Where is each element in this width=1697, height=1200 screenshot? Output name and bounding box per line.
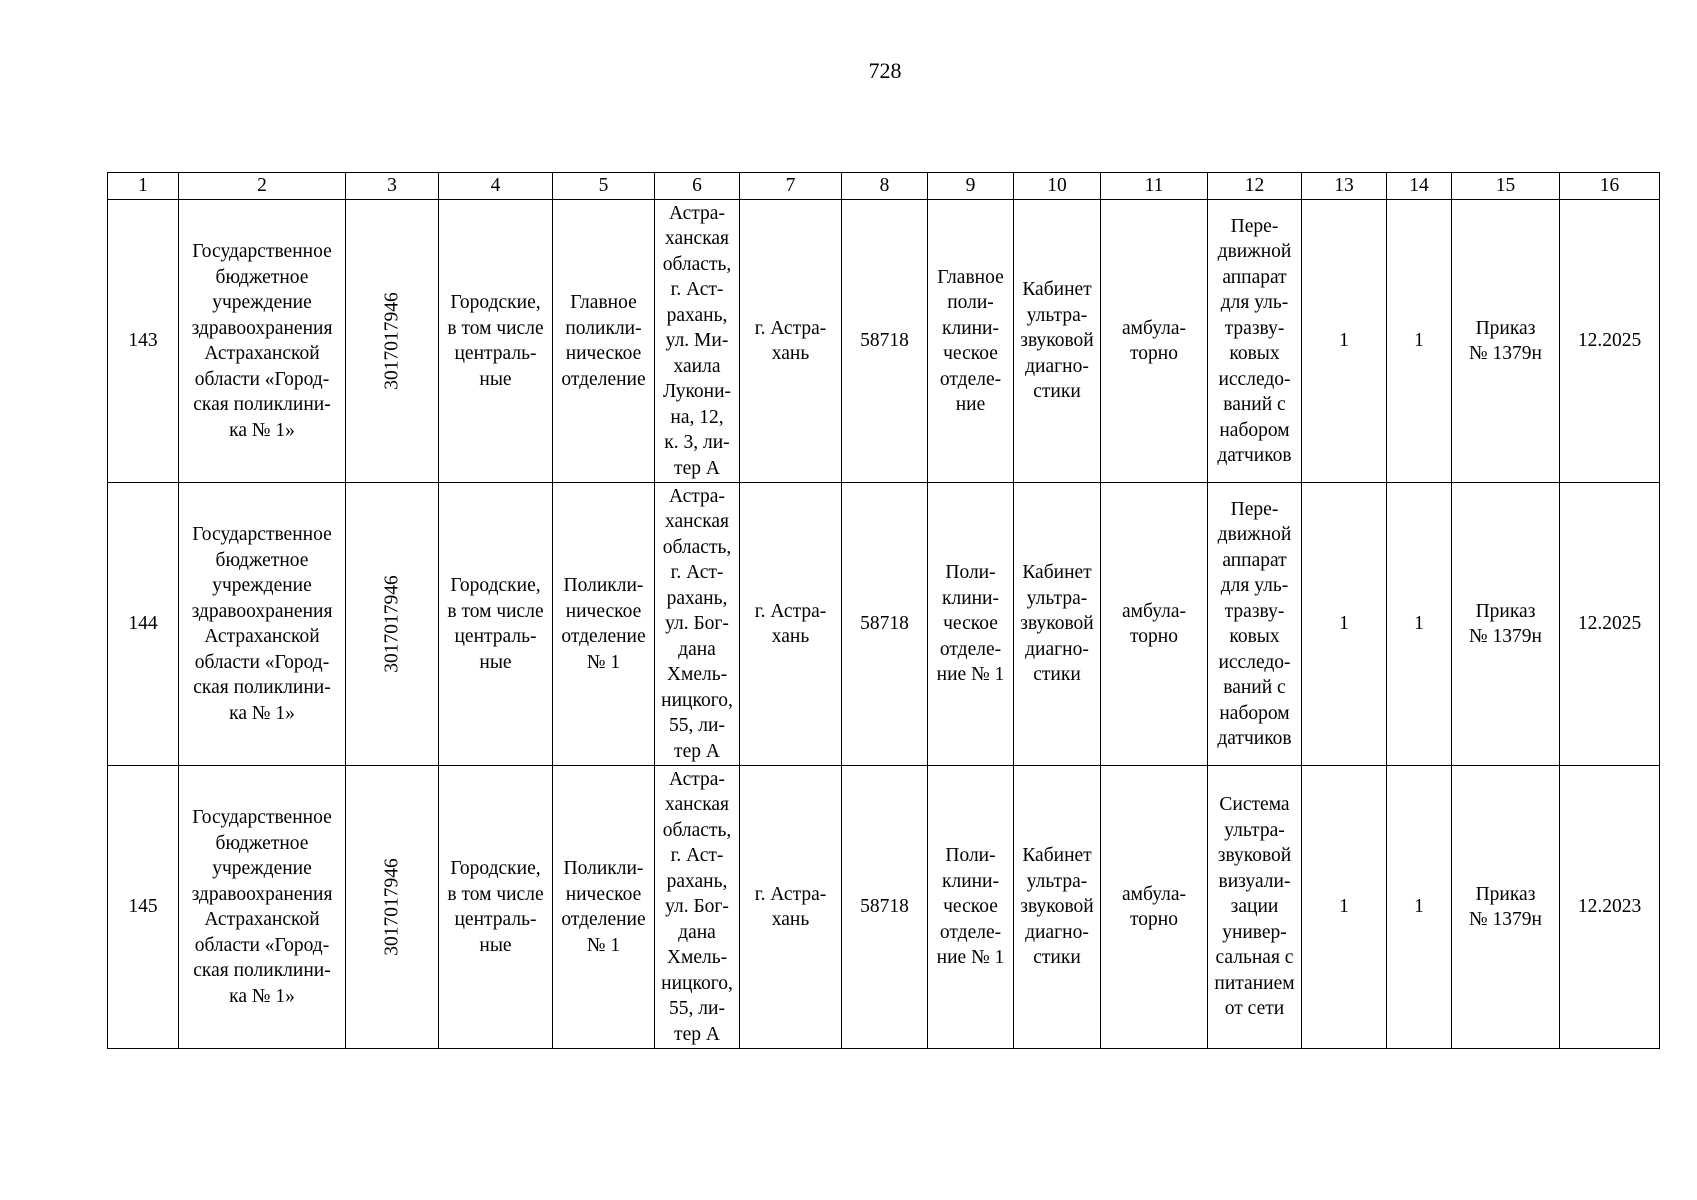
code-cell: [842, 766, 928, 1049]
inn-cell: [346, 766, 439, 1049]
address: Астра- ханская область, г. Аст- рахань, ул. Бог- дана Хмель- ницкого, 55, ли- тер А: [661, 768, 733, 1045]
quantity-cell: [1302, 200, 1387, 483]
unit-cell: [928, 200, 1014, 483]
code: 58718: [860, 896, 909, 918]
quantity: 1: [1339, 330, 1349, 352]
row-number-cell: [108, 766, 179, 1049]
order-cell: [1452, 483, 1560, 766]
unit-cell: [928, 483, 1014, 766]
room-name: Кабинет ультра- звуковой диагно- стики: [1020, 279, 1094, 403]
column-number: 3: [346, 173, 439, 200]
room-name: Кабинет ультра- звуковой диагно- стики: [1020, 562, 1094, 686]
equipment-name: Пере- движной аппарат для уль- тразву- ковых исследо- ваний с набором датчиков: [1217, 215, 1292, 466]
inn-cell: [346, 200, 439, 483]
settlement-type-cell: [439, 200, 553, 483]
quantity-cell: [1302, 766, 1387, 1049]
inn-value: 3017017946: [381, 292, 403, 390]
quantity: 1: [1339, 896, 1349, 918]
equipment-table: [107, 172, 1660, 1049]
code: 58718: [860, 613, 909, 635]
address: Астра- ханская область, г. Аст- рахань, ул. Бог- дана Хмель- ницкого, 55, ли- тер А: [661, 485, 733, 762]
date: 12.2025: [1577, 613, 1642, 635]
organization-name: Государственное бюджетное учреждение здравоохранения Астраханской области «Город- ская поликлини- ка № 1»: [191, 524, 333, 724]
inn-value: 3017017946: [381, 858, 403, 956]
order-ref: Приказ № 1379н: [1469, 600, 1542, 647]
city-cell: [740, 200, 842, 483]
column-number: 13: [1302, 173, 1387, 200]
quantity-cell: [1302, 483, 1387, 766]
unit-name: Поли- клини- ческое отделе- ние № 1: [936, 562, 1005, 686]
city: г. Астра- хань: [754, 600, 827, 647]
room-name: Кабинет ультра- звуковой диагно- стики: [1020, 845, 1094, 969]
settlement-type-cell: [439, 766, 553, 1049]
column-number: 1: [108, 173, 179, 200]
address: Астра- ханская область, г. Аст- рахань, ул. Ми- хаила Лукони- на, 12, к. 3, ли- тер А: [662, 202, 732, 479]
division-name: Поликли- ническое отделение № 1: [561, 858, 646, 956]
column-number: 16: [1560, 173, 1660, 200]
unit-name: Главное поли- клини- ческое отделе- ние: [937, 266, 1004, 415]
order-ref: Приказ № 1379н: [1469, 883, 1542, 930]
row-number-cell: [108, 483, 179, 766]
column-number: 6: [655, 173, 740, 200]
organization-cell: [179, 200, 346, 483]
organization-cell: [179, 483, 346, 766]
quantity: 1: [1414, 896, 1424, 918]
division-name: Поликли- ническое отделение № 1: [561, 575, 646, 673]
mode-cell: [1101, 483, 1208, 766]
settlement-type: Городские, в том числе централь- ные: [447, 858, 544, 956]
code: 58718: [860, 330, 909, 352]
settlement-type: Городские, в том числе централь- ные: [447, 575, 544, 673]
order-cell: [1452, 766, 1560, 1049]
column-number: 5: [553, 173, 655, 200]
equipment-cell: [1208, 766, 1302, 1049]
city-cell: [740, 483, 842, 766]
mode-cell: [1101, 766, 1208, 1049]
division-cell: [553, 766, 655, 1049]
column-number: 11: [1101, 173, 1208, 200]
inn-cell: [346, 483, 439, 766]
unit-name: Поли- клини- ческое отделе- ние № 1: [936, 845, 1005, 969]
care-mode: амбула- торно: [1122, 883, 1186, 930]
date-cell: [1560, 483, 1660, 766]
column-number: 14: [1387, 173, 1452, 200]
address-cell: [655, 483, 740, 766]
row-number: 143: [128, 330, 158, 352]
organization-cell: [179, 766, 346, 1049]
quantity-cell: [1387, 483, 1452, 766]
division-cell: [553, 200, 655, 483]
quantity-cell: [1387, 766, 1452, 1049]
division-cell: [553, 483, 655, 766]
unit-cell: [928, 766, 1014, 1049]
table-row: [108, 483, 1660, 766]
settlement-type-cell: [439, 483, 553, 766]
column-number: 10: [1014, 173, 1101, 200]
order-ref: Приказ № 1379н: [1469, 317, 1542, 364]
column-number: 15: [1452, 173, 1560, 200]
city: г. Астра- хань: [754, 883, 827, 930]
column-number: 8: [842, 173, 928, 200]
organization-name: Государственное бюджетное учреждение здравоохранения Астраханской области «Город- ская поликлини- ка № 1»: [191, 807, 333, 1007]
column-number: 2: [179, 173, 346, 200]
organization-name: Государственное бюджетное учреждение здравоохранения Астраханской области «Город- ская поликлини- ка № 1»: [191, 241, 333, 441]
column-number-row: [108, 173, 1660, 200]
date-cell: [1560, 200, 1660, 483]
quantity: 1: [1414, 330, 1424, 352]
city-cell: [740, 766, 842, 1049]
table-row: [108, 200, 1660, 483]
division-name: Главное поликли- ническое отделение: [561, 292, 646, 390]
city: г. Астра- хань: [754, 317, 827, 364]
table-row: [108, 766, 1660, 1049]
date-cell: [1560, 766, 1660, 1049]
equipment-name: Пере- движной аппарат для уль- тразву- ковых исследо- ваний с набором датчиков: [1217, 498, 1292, 749]
address-cell: [655, 200, 740, 483]
code-cell: [842, 483, 928, 766]
equipment-name: Система ультра- звуковой визуали- зации универ- сальная с питанием от сети: [1214, 794, 1295, 1020]
row-number: 145: [128, 896, 158, 918]
address-cell: [655, 766, 740, 1049]
care-mode: амбула- торно: [1122, 600, 1186, 647]
column-number: 12: [1208, 173, 1302, 200]
quantity-cell: [1387, 200, 1452, 483]
room-cell: [1014, 766, 1101, 1049]
row-number: 144: [128, 613, 158, 635]
order-cell: [1452, 200, 1560, 483]
page-number: 728: [868, 58, 902, 83]
equipment-cell: [1208, 200, 1302, 483]
quantity: 1: [1339, 613, 1349, 635]
mode-cell: [1101, 200, 1208, 483]
room-cell: [1014, 483, 1101, 766]
equipment-cell: [1208, 483, 1302, 766]
room-cell: [1014, 200, 1101, 483]
inn-value: 3017017946: [381, 575, 403, 673]
date: 12.2023: [1577, 896, 1642, 918]
date: 12.2025: [1577, 330, 1642, 352]
column-number: 9: [928, 173, 1014, 200]
quantity: 1: [1414, 613, 1424, 635]
column-number: 7: [740, 173, 842, 200]
settlement-type: Городские, в том числе централь- ные: [447, 292, 544, 390]
care-mode: амбула- торно: [1122, 317, 1186, 364]
row-number-cell: [108, 200, 179, 483]
column-number: 4: [439, 173, 553, 200]
code-cell: [842, 200, 928, 483]
